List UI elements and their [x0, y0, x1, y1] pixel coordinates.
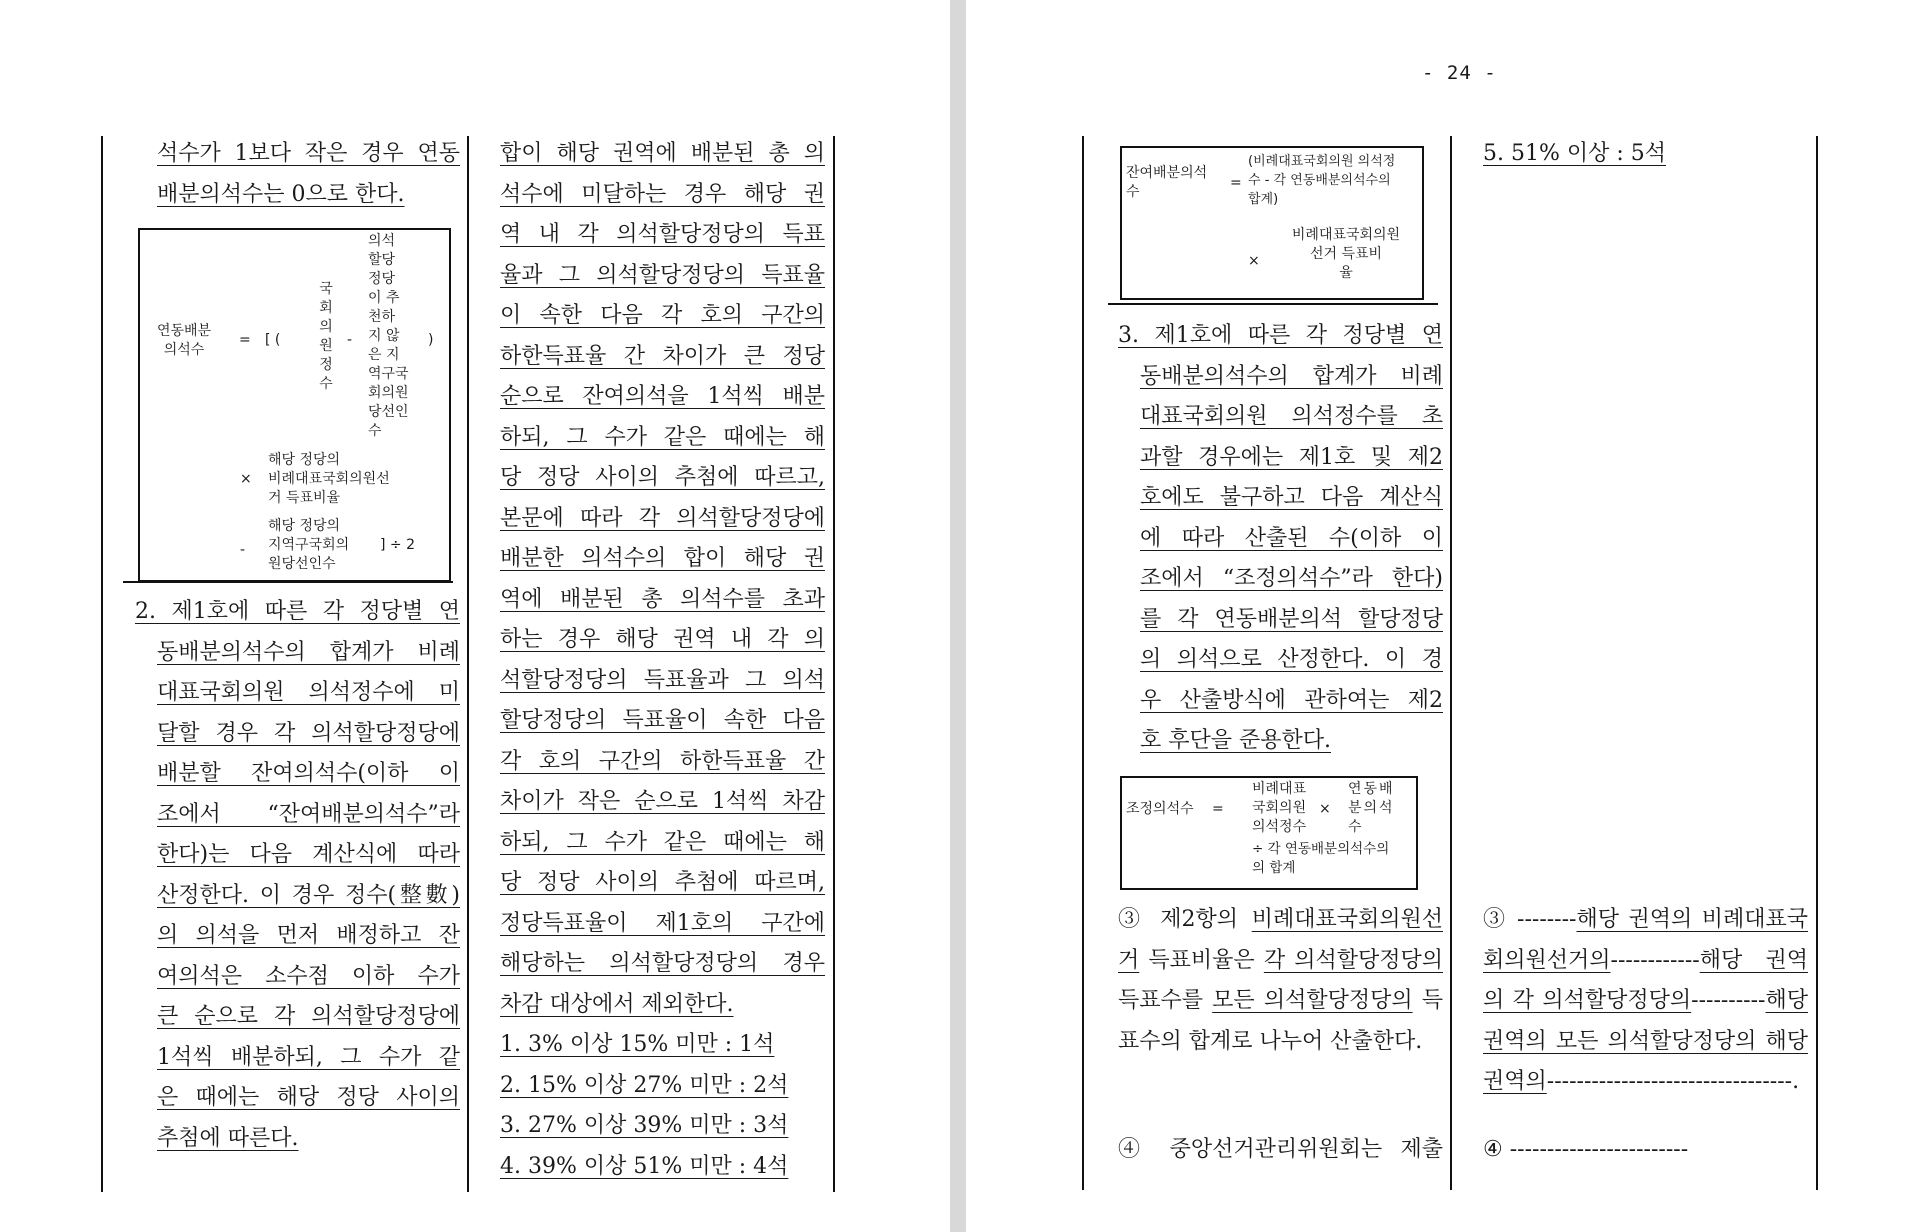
- underline-rule: [123, 581, 453, 583]
- paragraph-4-amended: [1483, 1130, 1808, 1171]
- formula-term: 해당 정당의 비례대표국회의원선 거 득표비율: [268, 452, 390, 506]
- text-line: 할당정당의 득표율이 속한 다음: [500, 708, 825, 733]
- text-line: 하되, 그 수가 같은 때에는 해: [500, 424, 825, 450]
- seat-range-item: 4. 39% 이상 51% 미만 : 4석: [500, 1153, 789, 1179]
- text-line: 차감 대상에서 제외한다.: [500, 991, 734, 1017]
- text-line: 배분한 의석수의 합이 해당 권: [500, 546, 825, 571]
- formula-term: 의석 할당 정당 이 추 천하 지 않 은 지 역구국 회의원 당선인 수: [368, 233, 409, 439]
- left-page: [0, 0, 950, 1232]
- underlined-span: 해당 권역의 각 의석할당정당의: [1483, 947, 1808, 1013]
- item-line: 3. 제1호에 따른 각 정당별 연: [1118, 323, 1443, 348]
- seat-range-item: 2. 15% 이상 27% 미만 : 2석: [500, 1072, 789, 1098]
- seat-range-item: 1. 3% 이상 15% 미만 : 1석: [500, 1032, 775, 1057]
- text-line: 하는 경우 해당 권역 내 각 의: [500, 627, 825, 652]
- underlined-span: 해당 권역의 모든 의석할당정당의 해당 권역의: [1483, 988, 1808, 1094]
- text-span: 득표수의 합계로 나누어 산출한다.: [1118, 988, 1444, 1054]
- dash-span: ------------------------: [1509, 1137, 1689, 1162]
- formula-minus: -: [347, 332, 353, 348]
- text-line: 합이 해당 권역에 배분된 총 의: [500, 141, 825, 166]
- intro-line: 배분의석수는 0으로 한다.: [157, 181, 405, 207]
- item-line: 달할 경우 각 의석할당정당에: [157, 720, 460, 746]
- paragraph-4-current: ④ 중앙선거관리위원회는 제출: [1118, 1137, 1443, 1162]
- dash-span: ----------: [1691, 988, 1766, 1013]
- text-line: 하되, 그 수가 같은 때에는 해: [500, 829, 825, 855]
- right-page: [966, 0, 1910, 1232]
- formula-term: ÷ 각 연동배분의석수의 의 합계: [1252, 841, 1390, 876]
- formula-times: ×: [1248, 253, 1260, 269]
- item-line: 동배분의석수의 합계가 비례: [1140, 363, 1443, 389]
- item-2-text: [135, 592, 460, 1159]
- item-line: 의 의석으로 산정한다. 이 경: [1140, 647, 1443, 672]
- paragraph-mark: ④: [1483, 1137, 1503, 1162]
- item-line: 배분할 잔여의석수(이하 이: [157, 761, 460, 786]
- intro-line: 석수가 1보다 작은 경우 연동: [157, 141, 460, 166]
- right-column-amendment-text: [500, 134, 825, 1187]
- item-line: 에 따라 산출된 수(이하 이: [1140, 525, 1443, 551]
- formula-times: ×: [1319, 801, 1331, 817]
- item-line: 2. 제1호에 따른 각 정당별 연: [135, 599, 460, 624]
- formula-lhs: 연동배분 의석수: [156, 323, 212, 358]
- item-line: 1석씩 배분하되, 그 수가 같: [157, 1044, 460, 1070]
- formula-term: 해당 정당의 지역구국회의 원당선인수: [268, 518, 350, 572]
- item-line: 여의석은 소수점 이하 수가: [157, 963, 460, 989]
- formula-eq: =: [1230, 175, 1242, 191]
- item-line: 산정한다. 이 경우 정수(整數): [157, 882, 460, 908]
- formula-lhs: 잔여배분의석 수: [1126, 165, 1208, 200]
- page-gutter: [950, 0, 966, 1232]
- underlined-span: 각 의석할당정당의: [1263, 947, 1444, 973]
- seat-range-item: 3. 27% 이상 39% 미만 : 3석: [500, 1113, 789, 1138]
- formula-term: 비례대표 국회의원 의석정수: [1252, 781, 1307, 835]
- column-rule: [1450, 136, 1452, 1190]
- column-rule: [833, 136, 835, 1192]
- column-rule: [1082, 136, 1084, 1190]
- paragraph-mark: ③: [1118, 907, 1147, 932]
- text-line: 율과 그 의석할당정당의 득표율: [500, 262, 825, 288]
- text-line: 역에 배분된 총 의석수를 초과: [500, 586, 825, 612]
- item-line: 호에도 불구하고 다음 계산식: [1140, 485, 1443, 510]
- item-line: 추첨에 따른다.: [157, 1125, 299, 1151]
- text-span: 제2항의: [1160, 907, 1239, 932]
- column-rule: [467, 136, 469, 1192]
- text-line: 석할당정당의 득표율과 그 의석: [500, 667, 825, 693]
- formula-box-remaining-seats: [1120, 146, 1424, 300]
- text-line: 이 속한 다음 각 호의 구간의: [500, 303, 825, 328]
- item-line: 의 의석을 먼저 배정하고 잔: [157, 923, 460, 948]
- formula-lhs: 조정의석수: [1126, 801, 1194, 817]
- formula-term: 비례대표국회의원 선거 득표비 율: [1291, 227, 1401, 281]
- text-line: 본문에 따라 각 의석할당정당에: [500, 505, 825, 531]
- item-line: 은 때에는 해당 정당 사이의: [157, 1085, 460, 1110]
- text-line: 정당득표율이 제1호의 구간에: [500, 910, 825, 936]
- dash-span: ----------------------------.: [1583, 1069, 1800, 1094]
- text-line: 해당하는 의석할당정당의 경우: [500, 951, 825, 976]
- underlined-span: 모든 의석할당정당의: [1212, 988, 1413, 1013]
- formula-open: [ (: [265, 332, 281, 348]
- text-line: 당 정당 사이의 추첨에 따르며,: [500, 870, 825, 895]
- text-line: 역 내 각 의석할당정당의 득표: [500, 222, 825, 247]
- page-number: - 24 -: [1422, 62, 1497, 84]
- paragraph-3-current: [1118, 900, 1443, 1062]
- column-rule: [1816, 136, 1818, 1190]
- formula-times: ×: [240, 471, 252, 487]
- left-column-amendment-text: [135, 134, 460, 215]
- item-line: 를 각 연동배분의석 할당정당: [1140, 606, 1443, 632]
- dash-span: ------------: [1610, 947, 1700, 973]
- formula-tail: ] ÷ 2: [380, 537, 415, 553]
- item-line: 조에서 “조정의석수”라 한다): [1140, 566, 1443, 591]
- formula-eq: =: [239, 332, 251, 348]
- item-line: 호 후단을 준용한다.: [1140, 728, 1331, 753]
- text-line: 당 정당 사이의 추첨에 따르고,: [500, 465, 825, 490]
- formula-term: 국 회 의 원 정 수: [319, 281, 333, 392]
- item-line: 우 산출방식에 관하여는 제2: [1140, 687, 1443, 713]
- item-3-text: [1118, 316, 1443, 762]
- seat-range-item: 5. 51% 이상 : 5석: [1483, 141, 1667, 166]
- formula-box-linked-seats: [138, 228, 451, 582]
- paragraph-3-amended: [1483, 900, 1808, 1103]
- item-line: 한다)는 다음 계산식에 따라: [157, 842, 460, 867]
- formula-term: 연동배 분의석 수: [1348, 781, 1395, 835]
- formula-term: (비례대표국회의원 의석정 수 - 각 연동배분의석수의 합계): [1248, 154, 1396, 207]
- underline-rule: [1108, 303, 1438, 305]
- item-line: 조에서 “잔여배분의석수”라: [157, 801, 460, 827]
- text-span: 득표수를: [1118, 988, 1204, 1013]
- column-rule: [101, 136, 103, 1192]
- formula-minus: -: [240, 542, 246, 558]
- paragraph-mark: ③: [1483, 907, 1508, 932]
- dash-span: --------: [1517, 907, 1577, 932]
- underlined-span: 비례대표국회의원선거: [1118, 907, 1443, 973]
- formula-close: ): [428, 332, 434, 348]
- formula-eq: =: [1212, 801, 1224, 817]
- text-line: 하한득표율 간 차이가 큰 정당: [500, 343, 825, 369]
- text-line: 석수에 미달하는 경우 해당 권: [500, 181, 825, 207]
- text-line: 각 호의 구간의 하한득표율 간: [500, 748, 825, 774]
- paragraph-4-current-wrap: [1118, 1130, 1443, 1171]
- dash-span: -----: [1546, 1069, 1584, 1094]
- text-span: 득표비율은: [1148, 947, 1255, 973]
- item-line: 동배분의석수의 합계가 비례: [157, 639, 460, 665]
- item-line: 큰 순으로 각 의석할당정당에: [157, 1004, 460, 1029]
- item-5-wrap: [1483, 134, 1808, 175]
- item-line: 대표국회의원 의석정수에 미: [157, 680, 460, 705]
- underlined-span: 해당 권역의 비례대표국회의원선거의: [1483, 907, 1808, 973]
- text-line: 순으로 잔여의석을 1석씩 배분: [500, 384, 825, 409]
- text-line: 차이가 작은 순으로 1석씩 차감: [500, 789, 825, 814]
- item-line: 대표국회의원 의석정수를 초: [1140, 404, 1443, 429]
- item-line: 과할 경우에는 제1호 및 제2: [1140, 444, 1443, 470]
- formula-box-adjusted-seats: [1120, 776, 1418, 890]
